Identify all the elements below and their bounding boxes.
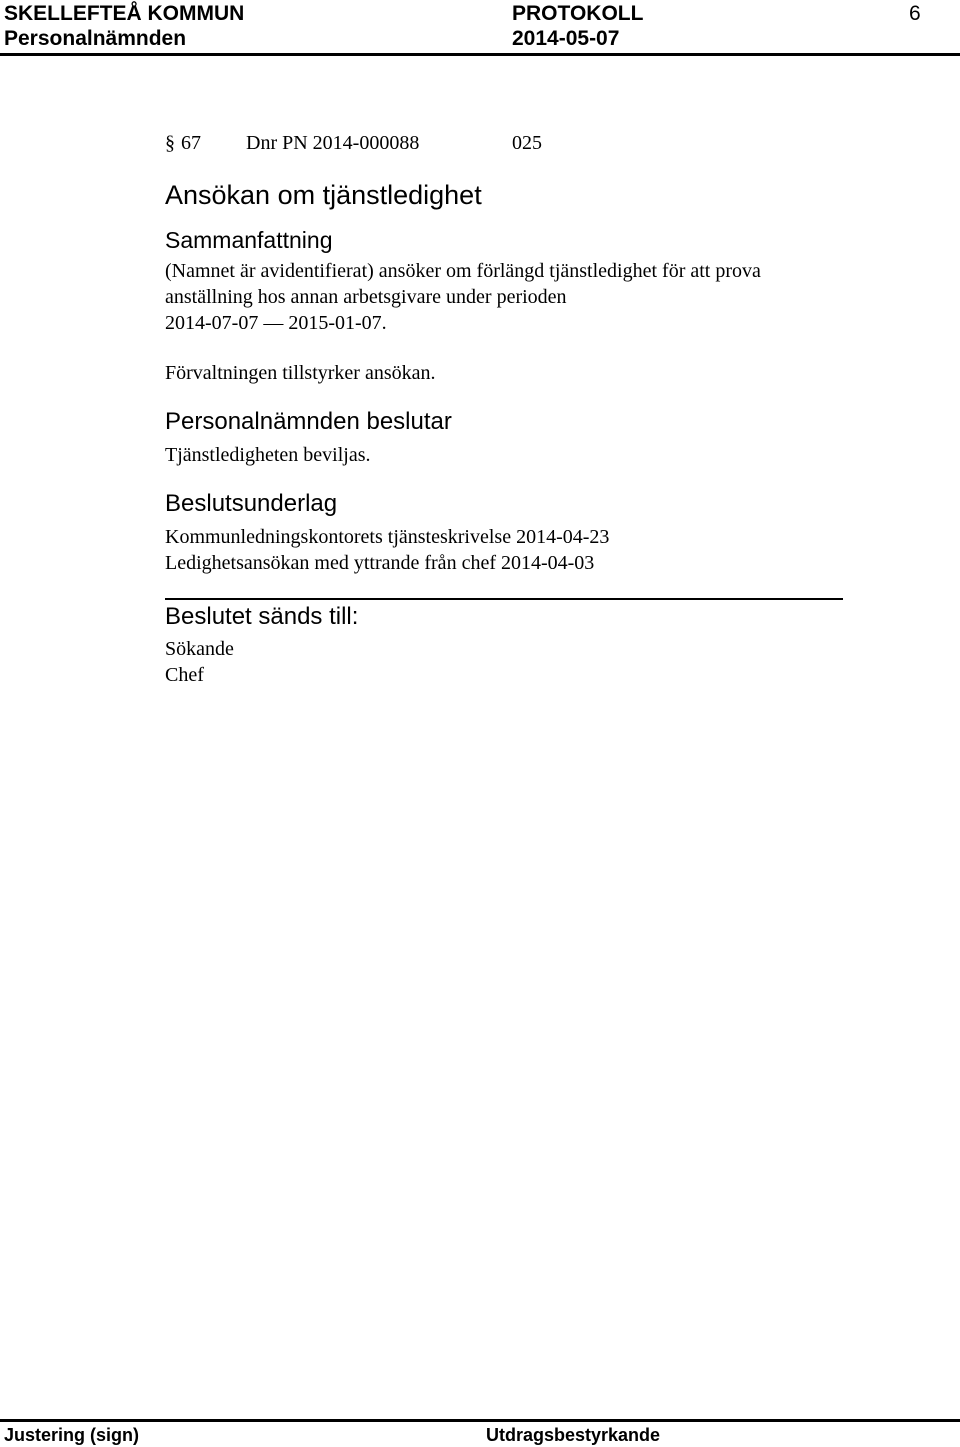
recommendation-text: Förvaltningen tillstyrker ansökan. (165, 362, 436, 384)
summary-line-3: 2014-07-07 — 2015-01-07. (165, 312, 387, 334)
committee-name: Personalnämnden (4, 27, 187, 50)
recipient-1: Sökande (165, 638, 234, 660)
page-title: Ansökan om tjänstledighet (165, 180, 482, 210)
decision-heading: Personalnämnden beslutar (165, 408, 452, 435)
footer-rule (0, 1419, 960, 1422)
basis-item-1: Kommunledningskontorets tjänsteskrivelse 2014-04-23 (165, 526, 610, 548)
summary-line-1: (Namnet är avidentifierat) ansöker om förlängd tjänstledighet för att prova (165, 260, 761, 282)
section-rule (165, 598, 843, 600)
header-rule (0, 53, 960, 56)
footer-justering: Justering (sign) (4, 1425, 140, 1445)
paragraph-symbol: § (165, 132, 175, 154)
doc-type: PROTOKOLL (512, 2, 644, 25)
meeting-date: 2014-05-07 (512, 27, 620, 50)
recipient-2: Chef (165, 664, 204, 686)
decision-text: Tjänstledigheten beviljas. (165, 444, 371, 466)
org-name: SKELLEFTEÅ KOMMUN (4, 2, 245, 25)
archive-code: 025 (512, 132, 542, 154)
recipients-heading: Beslutet sänds till: (165, 603, 359, 630)
footer-utdragsbestyrkande: Utdragsbestyrkande (486, 1425, 661, 1445)
basis-item-2: Ledighetsansökan med yttrande från chef 2014-04-03 (165, 552, 595, 574)
dnr-reference: Dnr PN 2014-000088 (246, 132, 420, 154)
summary-heading: Sammanfattning (165, 227, 333, 253)
basis-heading: Beslutsunderlag (165, 490, 338, 517)
paragraph-number: 67 (181, 132, 201, 154)
summary-line-2: anställning hos annan arbetsgivare under perioden (165, 286, 567, 308)
page-number: 6 (909, 2, 921, 25)
